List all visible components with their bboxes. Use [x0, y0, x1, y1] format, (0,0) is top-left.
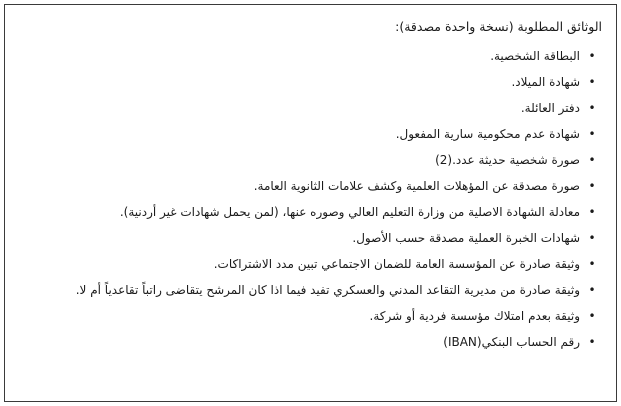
- list-item: [19, 228, 596, 248]
- section-heading: الوثائق المطلوبة (نسخة واحدة مصدقة):: [395, 19, 602, 34]
- list-item: [19, 150, 596, 170]
- list-item: [19, 202, 596, 222]
- bullet-icon: •: [588, 127, 596, 141]
- list-item-text: شهادة عدم محكومية سارية المفعول.: [395, 127, 580, 141]
- bullet-icon: •: [588, 257, 596, 271]
- list-item: [19, 124, 596, 144]
- list-item: [19, 46, 596, 66]
- bullet-icon: •: [588, 101, 596, 115]
- list-item: [19, 306, 596, 326]
- bullet-icon: •: [588, 153, 596, 167]
- bullet-icon: •: [588, 49, 596, 63]
- list-item-text: وثيقة صادرة عن المؤسسة العامة للضمان الاجتماعي تبين مدد الاشتراكات.: [213, 257, 580, 271]
- list-item-text: البطاقة الشخصية.: [490, 49, 580, 63]
- list-item: [19, 280, 596, 300]
- list-item: [19, 72, 596, 92]
- list-item: [19, 176, 596, 196]
- list-item: [19, 332, 596, 352]
- bullet-icon: •: [588, 231, 596, 245]
- documents-list: [19, 46, 602, 352]
- bullet-icon: •: [588, 179, 596, 193]
- bullet-icon: •: [588, 75, 596, 89]
- bullet-icon: •: [588, 335, 596, 349]
- list-item-text: وثيقة بعدم امتلاك مؤسسة فردية أو شركة.: [369, 309, 580, 323]
- list-item: [19, 254, 596, 274]
- document-frame: [4, 4, 617, 402]
- bullet-icon: •: [588, 283, 596, 297]
- list-item: [19, 98, 596, 118]
- list-item-text: شهادة الميلاد.: [511, 75, 580, 89]
- bullet-icon: •: [588, 205, 596, 219]
- list-item-text: معادلة الشهادة الاصلية من وزارة التعليم العالي وصوره عنها، (لمن يحمل شهادات غير أردنية).: [119, 205, 580, 219]
- list-item-text: صورة شخصية حديثة عدد.(2): [435, 153, 580, 167]
- list-item-text: شهادات الخبرة العملية مصدقة حسب الأصول.: [352, 231, 580, 245]
- list-item-text: رقم الحساب البنكي(IBAN): [443, 335, 580, 349]
- bullet-icon: •: [588, 309, 596, 323]
- list-item-text: دفتر العائلة.: [520, 101, 580, 115]
- list-item-text: صورة مصدقة عن المؤهلات العلمية وكشف علامات الثانوية العامة.: [253, 179, 580, 193]
- list-item-text: وثيقة صادرة من مديرية التقاعد المدني والعسكري تفيد فيما اذا كان المرشح يتقاضى راتباً تقاعدياً أم لا.: [75, 283, 580, 297]
- required-documents-section: [19, 17, 602, 358]
